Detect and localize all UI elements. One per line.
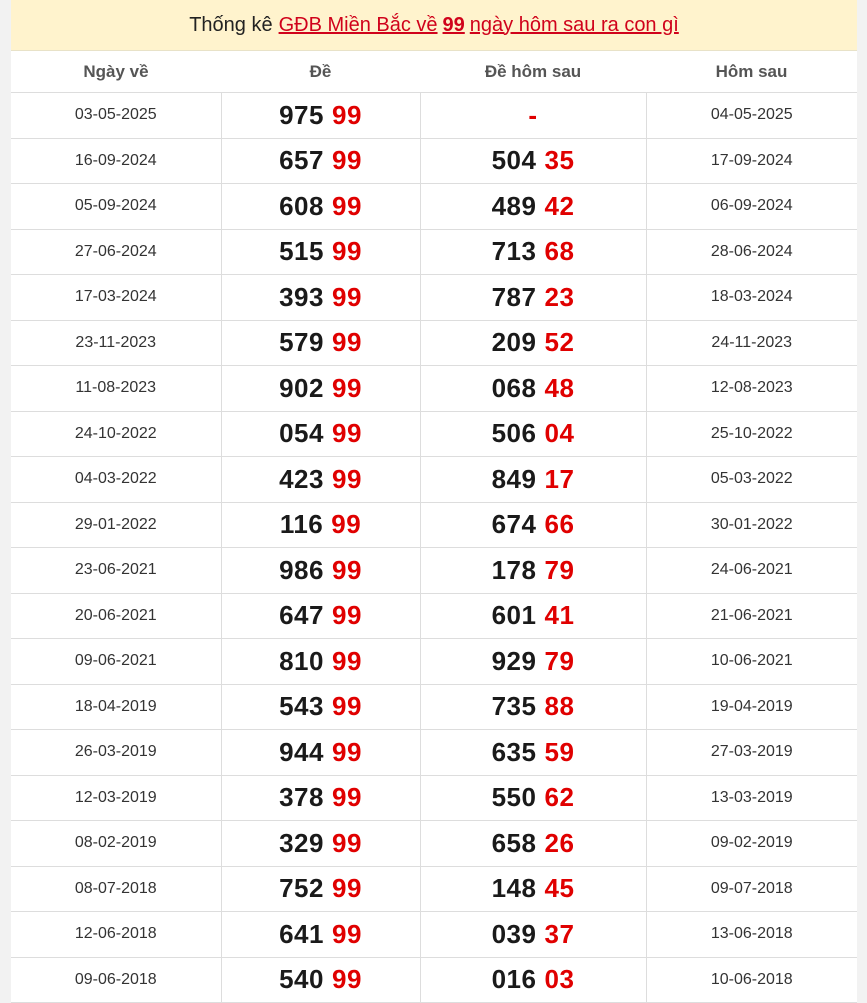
de-suffix: 99 xyxy=(331,418,362,449)
cell-next-date: 27-03-2019 xyxy=(646,730,857,776)
title-link-number: 99 xyxy=(442,13,465,36)
cell-date: 08-02-2019 xyxy=(11,821,221,867)
cell-date: 27-06-2024 xyxy=(11,229,221,275)
cell-next-date: 13-03-2019 xyxy=(646,775,857,821)
table-row xyxy=(11,548,857,594)
cell-date: 29-01-2022 xyxy=(11,502,221,548)
next-de-suffix: 41 xyxy=(544,600,575,631)
table-row xyxy=(11,229,857,275)
cell-next-de xyxy=(420,593,646,639)
cell-date: 03-05-2025 xyxy=(11,93,221,139)
cell-de xyxy=(221,548,420,594)
de-prefix: 515 xyxy=(279,236,324,267)
de-suffix: 99 xyxy=(331,281,362,312)
cell-date: 23-06-2021 xyxy=(11,548,221,594)
de-prefix: 116 xyxy=(279,509,324,540)
table-row xyxy=(11,93,857,139)
table-header-row xyxy=(11,51,857,93)
de-suffix: 99 xyxy=(331,964,362,995)
next-de-suffix: 79 xyxy=(544,554,575,585)
next-de-suffix: 17 xyxy=(544,463,575,494)
cell-date: 18-04-2019 xyxy=(11,684,221,730)
next-de-suffix: 79 xyxy=(544,645,575,676)
next-de-suffix: 52 xyxy=(544,327,575,358)
cell-next-de xyxy=(420,366,646,412)
cell-next-date: 24-11-2023 xyxy=(646,320,857,366)
cell-de xyxy=(221,320,420,366)
cell-de xyxy=(221,912,420,958)
cell-next-date: 18-03-2024 xyxy=(646,275,857,321)
table-row xyxy=(11,684,857,730)
de-suffix: 99 xyxy=(331,554,362,585)
de-prefix: 986 xyxy=(279,554,324,585)
stats-panel xyxy=(11,0,857,1002)
cell-next-de xyxy=(420,548,646,594)
next-de-suffix: 48 xyxy=(544,372,575,403)
next-de-prefix: 489 xyxy=(491,190,537,221)
cell-de xyxy=(221,593,420,639)
de-suffix: 99 xyxy=(331,99,362,130)
next-de-prefix: 849 xyxy=(491,463,537,494)
cell-next-de xyxy=(420,502,646,548)
cell-de xyxy=(221,457,420,503)
next-de-prefix: 674 xyxy=(491,509,537,540)
next-de-prefix: 068 xyxy=(491,372,537,403)
cell-de xyxy=(221,184,420,230)
de-prefix: 579 xyxy=(279,327,324,358)
cell-next-de xyxy=(420,775,646,821)
de-prefix: 657 xyxy=(279,145,324,176)
cell-de xyxy=(221,411,420,457)
table-body xyxy=(11,93,857,1003)
title-link-part2: ngày hôm sau ra con gì xyxy=(469,13,679,36)
next-de-prefix: 039 xyxy=(491,918,537,949)
next-de-prefix: 209 xyxy=(491,327,537,358)
cell-next-de xyxy=(420,684,646,730)
next-de-suffix: 68 xyxy=(544,236,575,267)
next-de-suffix: 59 xyxy=(544,736,575,767)
next-de-suffix: 23 xyxy=(544,281,575,312)
de-suffix: 99 xyxy=(331,827,362,858)
next-de-prefix: 735 xyxy=(491,691,537,722)
de-prefix: 423 xyxy=(279,463,324,494)
de-prefix: 944 xyxy=(279,736,324,767)
cell-date: 20-06-2021 xyxy=(11,593,221,639)
de-prefix: 608 xyxy=(279,190,324,221)
cell-next-de xyxy=(420,821,646,867)
cell-next-de xyxy=(420,320,646,366)
cell-de xyxy=(221,866,420,912)
cell-date: 24-10-2022 xyxy=(11,411,221,457)
table-row xyxy=(11,320,857,366)
table-row xyxy=(11,184,857,230)
cell-next-date: 24-06-2021 xyxy=(646,548,857,594)
cell-de xyxy=(221,502,420,548)
cell-next-de xyxy=(420,957,646,1003)
next-de-suffix: 03 xyxy=(544,964,575,995)
table-row xyxy=(11,639,857,685)
next-de-suffix: 62 xyxy=(544,782,575,813)
cell-next-date: 09-07-2018 xyxy=(646,866,857,912)
de-suffix: 99 xyxy=(331,145,362,176)
cell-de xyxy=(221,957,420,1003)
next-de-suffix: 42 xyxy=(544,190,575,221)
cell-date: 23-11-2023 xyxy=(11,320,221,366)
next-de-prefix: 016 xyxy=(491,964,537,995)
cell-date: 05-09-2024 xyxy=(11,184,221,230)
next-de-prefix: 550 xyxy=(491,782,537,813)
de-suffix: 99 xyxy=(331,918,362,949)
table-row xyxy=(11,593,857,639)
next-de-prefix: 148 xyxy=(491,873,537,904)
cell-de xyxy=(221,639,420,685)
next-de-prefix: 658 xyxy=(491,827,537,858)
cell-next-date: 12-08-2023 xyxy=(646,366,857,412)
cell-next-de xyxy=(420,229,646,275)
cell-next-date: 21-06-2021 xyxy=(646,593,857,639)
cell-de xyxy=(221,93,420,139)
next-de-suffix: 35 xyxy=(544,145,575,176)
table-row xyxy=(11,912,857,958)
cell-next-de xyxy=(420,866,646,912)
next-de-suffix: 37 xyxy=(544,918,575,949)
next-de-prefix: 713 xyxy=(491,236,537,267)
de-prefix: 543 xyxy=(279,691,324,722)
cell-de xyxy=(221,229,420,275)
de-prefix: 540 xyxy=(279,964,324,995)
table-row xyxy=(11,821,857,867)
cell-next-de xyxy=(420,138,646,184)
de-prefix: 641 xyxy=(279,918,324,949)
de-suffix: 99 xyxy=(331,691,362,722)
col-header-next-date: Hôm sau xyxy=(646,51,857,93)
cell-de xyxy=(221,775,420,821)
cell-date: 17-03-2024 xyxy=(11,275,221,321)
results-table xyxy=(11,51,857,1003)
cell-date: 04-03-2022 xyxy=(11,457,221,503)
cell-date: 09-06-2021 xyxy=(11,639,221,685)
de-prefix: 647 xyxy=(279,600,324,631)
cell-date: 26-03-2019 xyxy=(11,730,221,776)
page-title xyxy=(11,0,857,51)
next-de-prefix: 506 xyxy=(491,418,537,449)
cell-de xyxy=(221,366,420,412)
cell-de xyxy=(221,138,420,184)
cell-next-de xyxy=(420,184,646,230)
cell-next-date: 19-04-2019 xyxy=(646,684,857,730)
cell-next-de xyxy=(420,93,646,139)
next-de-suffix: 88 xyxy=(544,691,575,722)
cell-next-date: 17-09-2024 xyxy=(646,138,857,184)
de-suffix: 99 xyxy=(331,736,362,767)
table-row xyxy=(11,502,857,548)
next-de-suffix: 26 xyxy=(544,827,575,858)
cell-next-de xyxy=(420,639,646,685)
cell-next-de xyxy=(420,457,646,503)
cell-next-date: 25-10-2022 xyxy=(646,411,857,457)
title-link[interactable] xyxy=(279,14,679,37)
cell-next-date: 10-06-2018 xyxy=(646,957,857,1003)
de-prefix: 054 xyxy=(279,418,324,449)
table-row xyxy=(11,138,857,184)
cell-next-de xyxy=(420,275,646,321)
col-header-date: Ngày về xyxy=(11,51,221,93)
col-header-next-de: Đề hôm sau xyxy=(420,51,646,93)
table-row xyxy=(11,730,857,776)
table-row xyxy=(11,411,857,457)
de-prefix: 378 xyxy=(279,782,324,813)
cell-date: 16-09-2024 xyxy=(11,138,221,184)
cell-next-de xyxy=(420,411,646,457)
table-row xyxy=(11,457,857,503)
cell-next-date: 13-06-2018 xyxy=(646,912,857,958)
next-de-prefix: 635 xyxy=(491,736,537,767)
next-de-prefix: 504 xyxy=(491,145,537,176)
next-de-prefix: 178 xyxy=(491,554,537,585)
cell-date: 08-07-2018 xyxy=(11,866,221,912)
de-prefix: 902 xyxy=(279,372,324,403)
cell-next-date: 28-06-2024 xyxy=(646,229,857,275)
next-de-prefix: 787 xyxy=(491,281,537,312)
de-suffix: 99 xyxy=(331,327,362,358)
de-suffix: 99 xyxy=(331,645,362,676)
cell-de xyxy=(221,684,420,730)
cell-next-date: 04-05-2025 xyxy=(646,93,857,139)
cell-de xyxy=(221,821,420,867)
cell-next-date: 09-02-2019 xyxy=(646,821,857,867)
cell-date: 12-06-2018 xyxy=(11,912,221,958)
cell-de xyxy=(221,275,420,321)
de-suffix: 99 xyxy=(331,463,362,494)
de-prefix: 752 xyxy=(279,873,324,904)
de-suffix: 99 xyxy=(331,190,362,221)
de-suffix: 99 xyxy=(331,873,362,904)
cell-next-date: 10-06-2021 xyxy=(646,639,857,685)
cell-next-date: 06-09-2024 xyxy=(646,184,857,230)
cell-next-de xyxy=(420,730,646,776)
next-de-suffix: 66 xyxy=(544,509,575,540)
next-de-suffix: 45 xyxy=(544,873,575,904)
cell-de xyxy=(221,730,420,776)
title-prefix: Thống kê xyxy=(189,13,273,36)
de-suffix: 99 xyxy=(331,372,362,403)
next-de-suffix: 04 xyxy=(544,418,575,449)
cell-next-de xyxy=(420,912,646,958)
cell-next-date: 30-01-2022 xyxy=(646,502,857,548)
de-suffix: 99 xyxy=(331,782,362,813)
table-row xyxy=(11,866,857,912)
table-row xyxy=(11,775,857,821)
next-de-prefix: 929 xyxy=(491,645,537,676)
cell-date: 11-08-2023 xyxy=(11,366,221,412)
next-de-suffix: - xyxy=(528,99,538,130)
title-link-part1: GĐB Miền Bắc về xyxy=(278,13,438,36)
de-prefix: 810 xyxy=(279,645,324,676)
de-suffix: 99 xyxy=(331,509,362,540)
table-row xyxy=(11,275,857,321)
next-de-prefix: 601 xyxy=(491,600,537,631)
de-prefix: 329 xyxy=(279,827,324,858)
de-suffix: 99 xyxy=(331,236,362,267)
cell-date: 09-06-2018 xyxy=(11,957,221,1003)
col-header-de: Đề xyxy=(221,51,420,93)
de-suffix: 99 xyxy=(331,600,362,631)
cell-next-date: 05-03-2022 xyxy=(646,457,857,503)
cell-date: 12-03-2019 xyxy=(11,775,221,821)
table-row xyxy=(11,366,857,412)
de-prefix: 975 xyxy=(279,99,324,130)
table-row xyxy=(11,957,857,1003)
de-prefix: 393 xyxy=(279,281,324,312)
